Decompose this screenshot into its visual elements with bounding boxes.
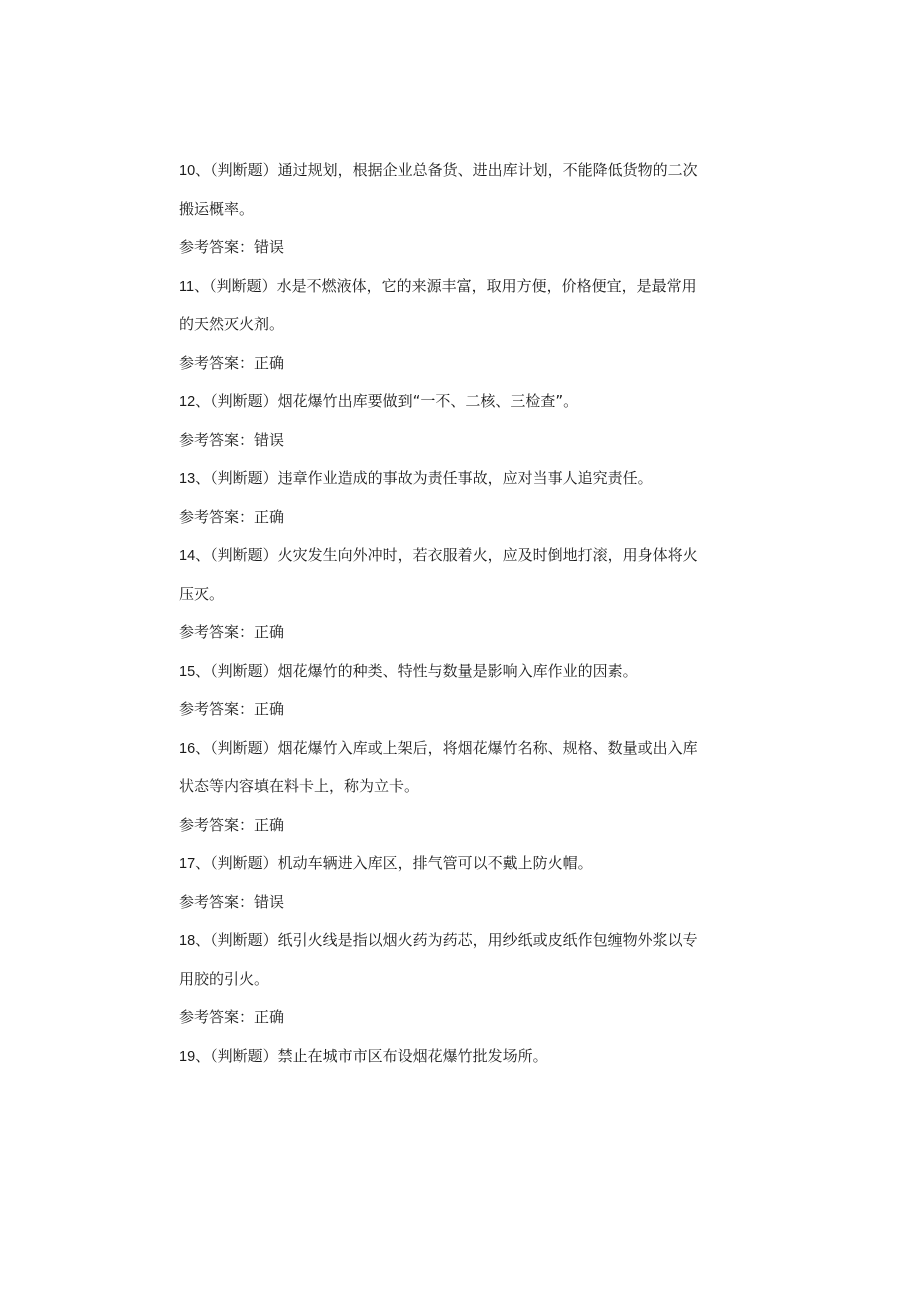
question-line — [179, 844, 739, 883]
question-text: 、（判断题）水是不燃液体，它的来源丰富，取用方便，价格便宜，是最常用 — [194, 276, 697, 295]
question-number: 12 — [179, 394, 196, 410]
answer-line: 参考答案：正确 — [179, 815, 285, 834]
question-text: 、（判断题）纸引火线是指以烟火药为药芯，用纱纸或皮纸作包缠物外浆以专 — [195, 931, 698, 949]
question-continuation: 搬运概率。 — [179, 199, 255, 218]
question-text: 、（判断题）违章作业造成的事故为责任事故，应对当事人追究责任。 — [195, 469, 653, 487]
question-text: 、（判断题）火灾发生向外冲时，若衣服着火，应及时倒地打滚，用身体将火 — [195, 546, 698, 564]
question-number: 15 — [179, 663, 196, 680]
answer-line: 参考答案：错误 — [179, 892, 285, 911]
question-number: 16 — [179, 740, 196, 757]
answer-line: 参考答案：正确 — [179, 1008, 285, 1026]
question-number: 13 — [179, 471, 196, 487]
question-text: 、（判断题）禁止在城市市区布设烟花爆竹批发场所。 — [195, 1046, 548, 1065]
question-text: 、（判断题）通过规划，根据企业总备货、进出库计划，不能降低货物的二次 — [195, 161, 698, 179]
question-number: 11 — [179, 278, 195, 295]
question-continuation: 用胶的引火。 — [179, 969, 270, 988]
question-number: 17 — [179, 856, 196, 872]
question-line — [179, 382, 739, 421]
answer-line: 参考答案：错误 — [179, 238, 285, 256]
question-line — [179, 151, 739, 190]
question-line — [179, 536, 739, 575]
question-list — [179, 151, 739, 1075]
question-text: 、（判断题）烟花爆竹的种类、特性与数量是影响入库作业的因素。 — [195, 661, 638, 680]
answer-line: 参考答案：正确 — [179, 623, 285, 641]
question-line — [179, 729, 739, 768]
question-text: 、（判断题）机动车辆进入库区，排气管可以不戴上防火帽。 — [195, 854, 593, 872]
question-number: 14 — [179, 548, 196, 564]
question-number: 10 — [179, 163, 196, 179]
question-continuation: 状态等内容填在料卡上，称为立卡。 — [179, 777, 420, 795]
answer-line: 参考答案：正确 — [179, 700, 285, 718]
question-line — [179, 1037, 739, 1076]
question-number: 18 — [179, 933, 196, 949]
question-line — [179, 921, 739, 960]
answer-line: 参考答案：正确 — [179, 353, 285, 372]
question-line — [179, 652, 739, 691]
question-text: 、（判断题）烟花爆竹出库要做到“一不、二核、三检查”。 — [195, 392, 579, 410]
question-continuation: 压灭。 — [179, 584, 225, 603]
answer-line: 参考答案：正确 — [179, 507, 285, 526]
answer-line: 参考答案：错误 — [179, 430, 285, 449]
question-number: 19 — [179, 1048, 196, 1065]
question-text: 、（判断题）烟花爆竹入库或上架后，将烟花爆竹名称、规格、数量或出入库 — [195, 738, 698, 757]
question-continuation: 的天然灭火剂。 — [179, 315, 285, 333]
question-line — [179, 267, 739, 306]
question-line — [179, 459, 739, 498]
